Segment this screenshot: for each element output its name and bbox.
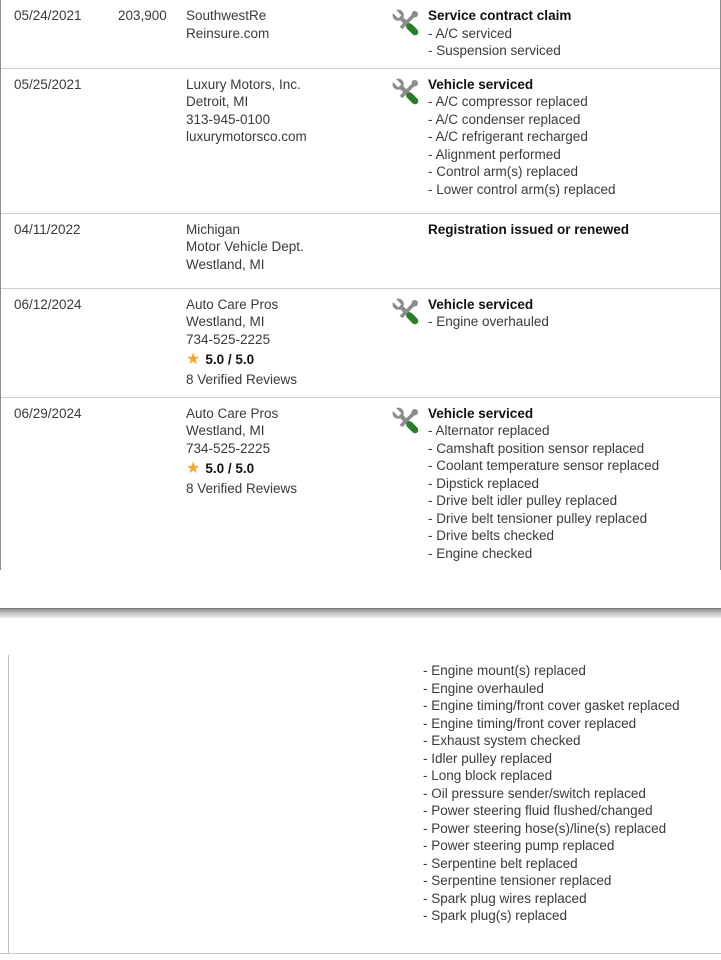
- source-line: Michigan: [186, 221, 241, 237]
- source-line: Auto Care Pros: [186, 296, 279, 312]
- record-source: [186, 76, 391, 146]
- table-row: [1, 398, 720, 571]
- source-line: SouthwestRe: [186, 8, 267, 23]
- service-detail: - Lower control arm(s) replaced: [428, 181, 616, 197]
- source-line: luxurymotorsco.com: [186, 129, 307, 144]
- record-date: 04/11/2022: [14, 221, 81, 237]
- service-detail: - A/C refrigerant recharged: [428, 129, 588, 144]
- shop-rating: [186, 351, 391, 369]
- service-detail: - Engine mount(s) replaced: [423, 663, 586, 678]
- comment-title: Vehicle serviced: [428, 76, 534, 92]
- source-lines: [186, 221, 391, 274]
- star-icon: ★: [186, 460, 201, 477]
- record-comments: [428, 7, 716, 60]
- page-break-divider: [0, 608, 721, 618]
- record-date: 06/12/2024: [14, 296, 82, 312]
- table-row: [1, 214, 720, 289]
- wrench-screwdriver-icon: [391, 8, 428, 38]
- service-detail: - Serpentine belt replaced: [423, 855, 578, 871]
- comment-details: [428, 93, 716, 198]
- comment-details: [428, 313, 716, 331]
- source-line: 734-525-2225: [186, 440, 271, 456]
- table-row: [1, 289, 720, 398]
- record-comments: [428, 76, 716, 199]
- record-date: 05/24/2021: [14, 8, 82, 23]
- service-detail: - Spark plug(s) replaced: [423, 908, 568, 923]
- comment-details: [428, 422, 716, 562]
- service-detail: - Power steering hose(s)/line(s) replaced: [423, 820, 667, 836]
- service-detail: - Power steering fluid flushed/changed: [423, 803, 653, 818]
- service-detail: - Drive belt tensioner pulley replaced: [428, 510, 648, 526]
- record-comments: [428, 405, 716, 563]
- source-line: Westland, MI: [186, 314, 265, 329]
- wrench-screwdriver-icon: [391, 297, 428, 327]
- source-line: Westland, MI: [186, 423, 265, 438]
- record-date: 06/29/2024: [14, 405, 82, 421]
- service-detail: - Alternator replaced: [428, 423, 550, 438]
- service-detail: - A/C condenser replaced: [428, 111, 581, 127]
- source-line: Reinsure.com: [186, 25, 270, 41]
- comment-title: Service contract claim: [428, 8, 572, 23]
- wrench-screwdriver-icon: [391, 77, 428, 107]
- source-lines: [186, 76, 391, 146]
- source-lines: [186, 405, 391, 458]
- service-detail: - Engine overhauled: [428, 314, 549, 329]
- service-detail: - Engine overhauled: [423, 680, 544, 696]
- record-mileage: 203,900: [118, 8, 167, 23]
- continuation-box: [8, 655, 721, 953]
- service-detail: - Power steering pump replaced: [423, 838, 615, 853]
- service-detail: - Dipstick replaced: [428, 475, 540, 491]
- rating-value: 5.0 / 5.0: [205, 461, 255, 477]
- comment-title: Vehicle serviced: [428, 296, 534, 312]
- verified-reviews-link[interactable]: 8 Verified Reviews: [186, 481, 298, 496]
- wrench-screwdriver-icon: [391, 406, 428, 436]
- source-line: Motor Vehicle Dept.: [186, 239, 304, 254]
- table-row: [1, 0, 720, 69]
- service-detail: - Engine timing/front cover replaced: [423, 715, 637, 731]
- service-detail: - Engine timing/front cover gasket replaced: [423, 698, 680, 713]
- service-detail: - Long block replaced: [423, 768, 553, 783]
- continuation-section: [0, 655, 721, 954]
- record-icon-cell: [391, 221, 428, 252]
- service-detail: - Suspension serviced: [428, 43, 561, 58]
- service-detail: - A/C compressor replaced: [428, 94, 588, 109]
- table-row: [1, 69, 720, 214]
- source-lines: [186, 7, 391, 42]
- comment-title: Registration issued or renewed: [428, 221, 630, 237]
- service-detail: - Alignment performed: [428, 146, 561, 162]
- service-detail: - A/C serviced: [428, 25, 513, 41]
- record-icon-cell: [391, 405, 428, 436]
- service-detail: - Camshaft position sensor replaced: [428, 440, 645, 456]
- service-detail: - Engine checked: [428, 545, 533, 561]
- star-icon: ★: [186, 351, 201, 368]
- source-line: 734-525-2225: [186, 331, 271, 347]
- comment-details: [428, 25, 716, 60]
- service-detail: - Idler pulley replaced: [423, 750, 553, 766]
- record-icon-cell: [391, 7, 428, 38]
- continued-service-details: [423, 662, 689, 925]
- record-comments: [428, 221, 716, 239]
- record-icon-cell: [391, 296, 428, 327]
- record-source: [186, 7, 391, 42]
- service-detail: - Drive belts checked: [428, 528, 555, 543]
- shop-rating: [186, 460, 391, 478]
- service-detail: - Serpentine tensioner replaced: [423, 873, 612, 888]
- service-detail: - Oil pressure sender/switch replaced: [423, 785, 646, 801]
- comment-title: Vehicle serviced: [428, 405, 534, 421]
- source-line: Detroit, MI: [186, 94, 249, 109]
- service-detail: - Exhaust system checked: [423, 733, 581, 748]
- source-line: Auto Care Pros: [186, 405, 279, 421]
- record-icon-cell: [391, 76, 428, 107]
- record-source: [186, 405, 391, 498]
- verified-reviews-link[interactable]: 8 Verified Reviews: [186, 372, 298, 387]
- record-date: 05/25/2021: [14, 76, 82, 92]
- service-detail: - Coolant temperature sensor replaced: [428, 458, 660, 473]
- service-detail: - Control arm(s) replaced: [428, 164, 579, 179]
- source-line: Luxury Motors, Inc.: [186, 76, 301, 92]
- service-detail: - Spark plug wires replaced: [423, 890, 587, 906]
- source-lines: [186, 296, 391, 349]
- record-source: [186, 221, 391, 274]
- record-source: [186, 296, 391, 389]
- rating-value: 5.0 / 5.0: [205, 352, 255, 368]
- history-rows: [1, 0, 720, 570]
- source-line: 313-945-0100: [186, 111, 271, 127]
- record-comments: [428, 296, 716, 331]
- service-detail: - Drive belt idler pulley replaced: [428, 493, 618, 508]
- source-line: Westland, MI: [186, 256, 265, 272]
- section-bottom-divider: [0, 953, 721, 954]
